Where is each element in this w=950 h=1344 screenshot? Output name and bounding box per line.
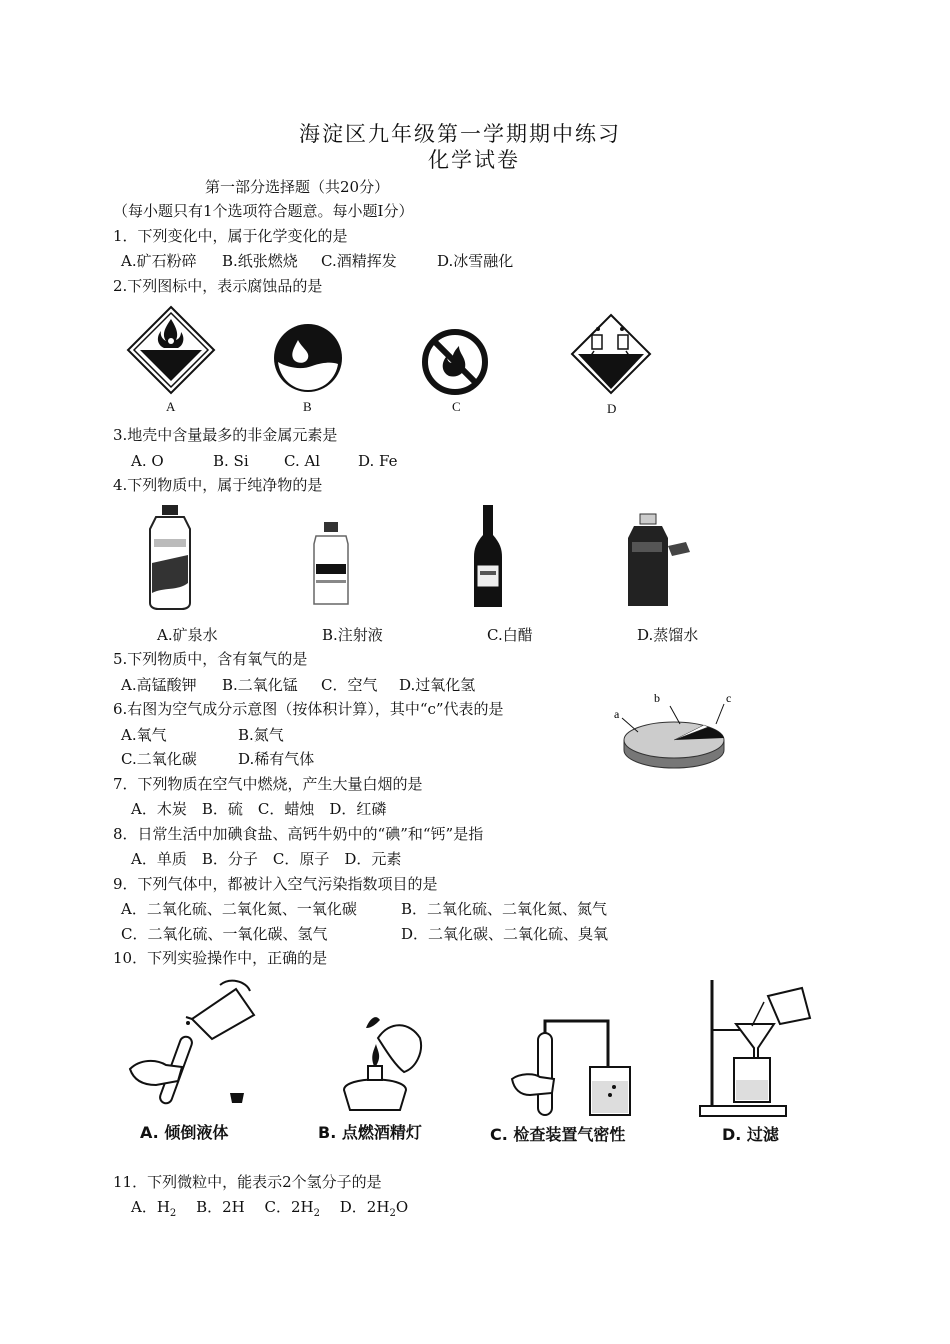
page-subtitle: 化学试卷 xyxy=(428,148,520,172)
q6-option-d: D.稀有气体 xyxy=(238,750,315,768)
q5-option-d: D.过氧化氢 xyxy=(399,676,476,694)
q11-stem: 11．下列微粒中，能表示2个氢分子的是 xyxy=(113,1173,382,1191)
q6-option-a: A.氧气 xyxy=(121,726,167,744)
q6-stem: 6.右图为空气成分示意图（按体积计算），其中“c”代表的是 xyxy=(113,700,504,718)
q3-option-c: C. Al xyxy=(284,452,321,470)
no-fire-icon xyxy=(421,328,489,396)
q11-option-c: C．$2H_2$ xyxy=(264,1198,320,1219)
q9-option-b: B．二氧化硫、二氧化氮、氮气 xyxy=(401,900,608,918)
q10-option-c: C. 检查装置气密性 xyxy=(490,1125,626,1144)
q1-stem: 1．下列变化中，属于化学变化的是 xyxy=(113,227,348,245)
pie-label-b: b xyxy=(654,691,660,705)
q10-stem: 10．下列实验操作中，正确的是 xyxy=(113,949,328,967)
q9-stem: 9．下列气体中，都被计入空气污染指数项目的是 xyxy=(113,875,438,893)
q5-option-b: B.二氧化锰 xyxy=(222,676,298,694)
q6-option-c: C.二氧化碳 xyxy=(121,750,197,768)
pour-liquid-illustration xyxy=(126,975,266,1115)
q5-option-a: A.高锰酸钾 xyxy=(121,676,197,694)
q2-label-b: B xyxy=(303,399,312,414)
q2-label-d: D xyxy=(607,401,617,416)
q11-option-a: A．$H_2$ xyxy=(131,1198,177,1219)
q11-option-b: B．2H xyxy=(196,1198,245,1216)
pie-label-c: c xyxy=(726,691,732,705)
section-heading: 第一部分选择题（共20分） xyxy=(205,178,390,196)
q4-option-a: A.矿泉水 xyxy=(157,626,218,644)
airtightness-check-illustration xyxy=(510,1015,640,1120)
q5-option-c: C．空气 xyxy=(321,676,378,694)
q2-label-c: C xyxy=(452,399,461,414)
q3-stem: 3.地壳中含量最多的非金属元素是 xyxy=(113,426,338,444)
corrosive-drop-icon xyxy=(272,322,344,394)
flammable-hazard-icon xyxy=(126,305,216,395)
q10-option-a: A. 倾倒液体 xyxy=(140,1123,229,1142)
q10-option-d: D. 过滤 xyxy=(722,1125,779,1144)
q7-options: A．木炭 B．硫 C．蜡烛 D．红磷 xyxy=(131,800,387,818)
q6-option-b: B.氮气 xyxy=(238,726,284,744)
q8-options: A．单质 B．分子 C．原子 D．元素 xyxy=(131,850,402,868)
q11-options xyxy=(131,1197,408,1224)
q4-option-b: B.注射液 xyxy=(322,626,383,644)
instructions: （每小题只有1个选项符合题意。每小题I分） xyxy=(113,202,414,220)
distilled-water-bottle-image xyxy=(624,512,694,610)
pie-label-a: a xyxy=(614,707,620,721)
q2-label-a: A xyxy=(166,399,176,414)
air-composition-pie-diagram xyxy=(612,688,742,772)
q4-option-d: D.蒸馏水 xyxy=(637,626,699,644)
page-title: 海淀区九年级第一学期期中练习 xyxy=(299,122,621,146)
q10-option-b: B. 点燃酒精灯 xyxy=(318,1123,422,1142)
q9-option-c: C．二氧化硫、一氧化碳、氢气 xyxy=(121,925,328,943)
q11-option-d: D．$2H_2O$ xyxy=(339,1198,409,1219)
filtration-illustration xyxy=(698,978,818,1120)
q3-option-b: B. Si xyxy=(213,452,249,470)
q5-stem: 5.下列物质中，含有氧气的是 xyxy=(113,650,308,668)
q1-option-c: C.酒精挥发 xyxy=(321,252,397,270)
q1-option-b: B.纸张燃烧 xyxy=(222,252,298,270)
q1-option-a: A.矿石粉碎 xyxy=(121,252,197,270)
mineral-water-bottle-image xyxy=(144,503,196,609)
light-alcohol-lamp-illustration xyxy=(330,1010,430,1120)
q3-option-a: A. O xyxy=(131,452,164,470)
q8-stem: 8．日常生活中加碘食盐、高钙牛奶中的“碘”和“钙”是指 xyxy=(113,825,484,843)
q1-option-d: D.冰雪融化 xyxy=(437,252,514,270)
q4-stem: 4.下列物质中，属于纯净物的是 xyxy=(113,476,323,494)
corrosive-hazard-icon xyxy=(570,313,652,395)
q4-option-c: C.白醋 xyxy=(487,626,533,644)
q2-stem: 2.下列图标中，表示腐蚀品的是 xyxy=(113,277,323,295)
vinegar-bottle-image xyxy=(470,503,506,609)
q3-option-d: D. Fe xyxy=(358,452,398,470)
injection-bottle-image xyxy=(308,520,354,608)
q9-option-a: A．二氧化硫、二氧化氮、一氧化碳 xyxy=(121,900,357,918)
q7-stem: 7．下列物质在空气中燃烧，产生大量白烟的是 xyxy=(113,775,423,793)
q9-option-d: D．二氧化碳、二氧化硫、臭氧 xyxy=(401,925,609,943)
